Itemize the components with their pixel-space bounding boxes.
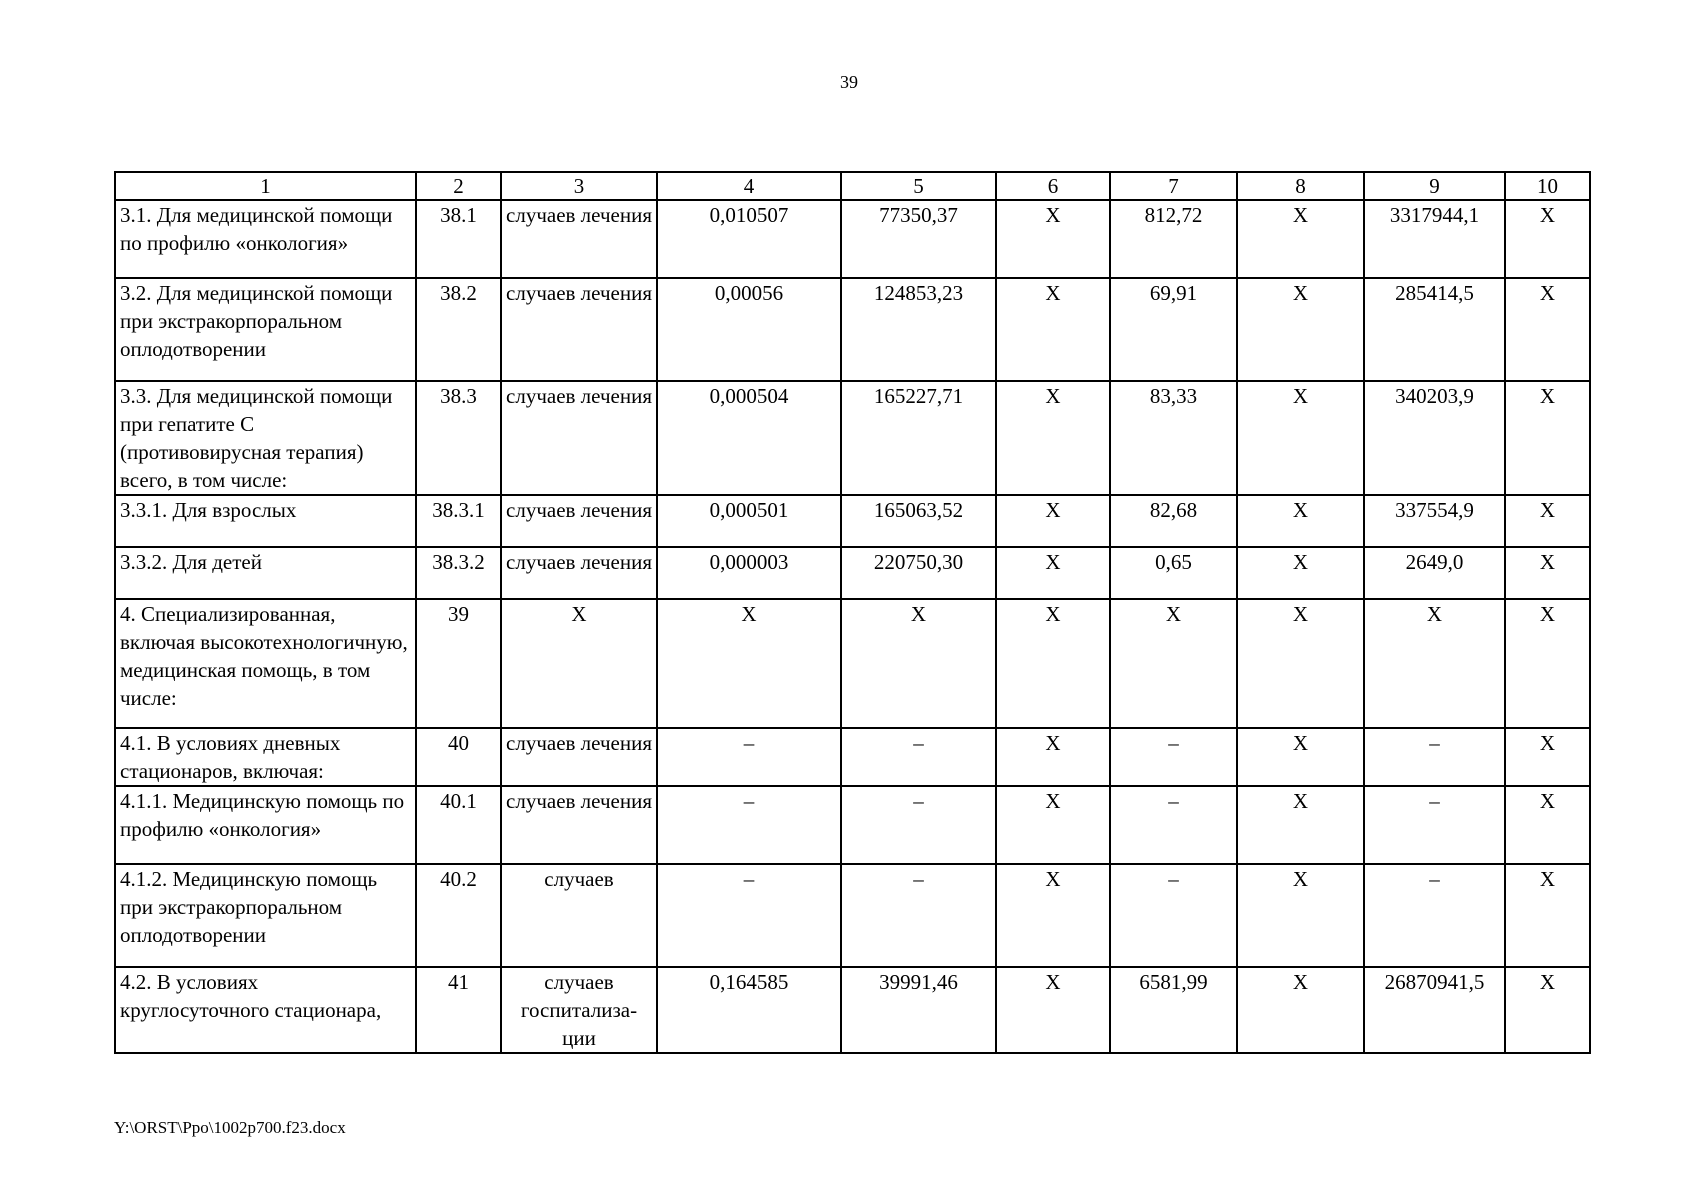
- table-cell: 0,000003: [657, 547, 841, 599]
- table-header-row: [115, 172, 1590, 200]
- table-cell: X: [841, 599, 996, 728]
- table-cell: 40.2: [416, 864, 501, 967]
- table-cell: 0,164585: [657, 967, 841, 1053]
- table-cell: –: [841, 786, 996, 864]
- table-cell: X: [1505, 381, 1590, 495]
- table-cell: случаев лечения: [501, 547, 657, 599]
- table-cell: X: [1505, 864, 1590, 967]
- table-cell: 26870941,5: [1364, 967, 1505, 1053]
- table-cell: X: [501, 599, 657, 728]
- row-label-cell: 4. Специализированная, включая высокотехнологичную, медицинская помощь, в том числе:: [115, 599, 416, 728]
- table-cell: 38.1: [416, 200, 501, 278]
- table-body: [115, 172, 1590, 1053]
- table-cell: 83,33: [1110, 381, 1237, 495]
- column-header: 6: [996, 172, 1110, 200]
- file-path-footer: Y:\ORST\Ppo\1002p700.f23.docx: [114, 1118, 346, 1137]
- table-cell: X: [1237, 495, 1364, 547]
- table-cell: –: [841, 728, 996, 786]
- table-cell: 220750,30: [841, 547, 996, 599]
- column-header: 7: [1110, 172, 1237, 200]
- table-cell: X: [1505, 200, 1590, 278]
- row-label-cell: 3.3.1. Для взрослых: [115, 495, 416, 547]
- table-cell: X: [996, 599, 1110, 728]
- column-header: 3: [501, 172, 657, 200]
- table-cell: 82,68: [1110, 495, 1237, 547]
- table-row: [115, 599, 1590, 728]
- table-cell: X: [1237, 728, 1364, 786]
- table-cell: 77350,37: [841, 200, 996, 278]
- table-cell: 0,00056: [657, 278, 841, 381]
- table-cell: 337554,9: [1364, 495, 1505, 547]
- table-cell: 3317944,1: [1364, 200, 1505, 278]
- row-label-cell: 4.1. В условиях дневных стационаров, включая:: [115, 728, 416, 786]
- table-cell: 40.1: [416, 786, 501, 864]
- table-cell: X: [1505, 547, 1590, 599]
- table-cell: 285414,5: [1364, 278, 1505, 381]
- table-cell: –: [1110, 728, 1237, 786]
- table-cell: случаев лечения: [501, 278, 657, 381]
- page-number: 39: [840, 72, 858, 92]
- table-cell: 0,65: [1110, 547, 1237, 599]
- table-cell: X: [1237, 381, 1364, 495]
- table-cell: X: [1237, 278, 1364, 381]
- table-cell: X: [1505, 495, 1590, 547]
- table-cell: 41: [416, 967, 501, 1053]
- column-header: 1: [115, 172, 416, 200]
- table-cell: –: [1110, 864, 1237, 967]
- table-row: [115, 495, 1590, 547]
- table-row: [115, 547, 1590, 599]
- table-cell: X: [996, 547, 1110, 599]
- row-label-cell: 3.1. Для медицинской помощи по профилю «онкология»: [115, 200, 416, 278]
- table-cell: 124853,23: [841, 278, 996, 381]
- table-cell: X: [1505, 728, 1590, 786]
- table-cell: случаев лечения: [501, 200, 657, 278]
- table-cell: случаев госпитализа-ции: [501, 967, 657, 1053]
- table-row: [115, 786, 1590, 864]
- table-cell: –: [1364, 786, 1505, 864]
- table-cell: X: [657, 599, 841, 728]
- row-label-cell: 4.1.2. Медицинскую помощь при экстракорпоральном оплодотворении: [115, 864, 416, 967]
- table-row: [115, 728, 1590, 786]
- table-cell: –: [1364, 864, 1505, 967]
- table-cell: 340203,9: [1364, 381, 1505, 495]
- table-row: [115, 381, 1590, 495]
- row-label-cell: 4.2. В условиях круглосуточного стационара,: [115, 967, 416, 1053]
- column-header: 8: [1237, 172, 1364, 200]
- table-cell: X: [1505, 278, 1590, 381]
- table-cell: –: [657, 786, 841, 864]
- table-cell: 38.2: [416, 278, 501, 381]
- table-cell: случаев лечения: [501, 495, 657, 547]
- table-row: [115, 200, 1590, 278]
- table-cell: –: [657, 728, 841, 786]
- table-cell: X: [1237, 864, 1364, 967]
- table-cell: 0,000504: [657, 381, 841, 495]
- row-label-cell: 3.2. Для медицинской помощи при экстракорпоральном оплодотворении: [115, 278, 416, 381]
- table-cell: случаев: [501, 864, 657, 967]
- table-cell: X: [1505, 599, 1590, 728]
- table-row: [115, 278, 1590, 381]
- table-cell: 39991,46: [841, 967, 996, 1053]
- table-cell: X: [996, 495, 1110, 547]
- table-cell: –: [841, 864, 996, 967]
- table-cell: X: [1237, 547, 1364, 599]
- table-cell: X: [996, 864, 1110, 967]
- column-header: 10: [1505, 172, 1590, 200]
- table-cell: 38.3.2: [416, 547, 501, 599]
- table-cell: случаев лечения: [501, 728, 657, 786]
- table-cell: 40: [416, 728, 501, 786]
- table-cell: X: [1110, 599, 1237, 728]
- table-row: [115, 967, 1590, 1053]
- column-header: 9: [1364, 172, 1505, 200]
- table-row: [115, 864, 1590, 967]
- table-cell: 38.3.1: [416, 495, 501, 547]
- table-cell: X: [996, 278, 1110, 381]
- table-cell: 69,91: [1110, 278, 1237, 381]
- table-cell: X: [1237, 599, 1364, 728]
- table-cell: X: [1237, 967, 1364, 1053]
- table-cell: 38.3: [416, 381, 501, 495]
- table-cell: X: [996, 381, 1110, 495]
- table-cell: X: [996, 786, 1110, 864]
- row-label-cell: 4.1.1. Медицинскую помощь по профилю «онкология»: [115, 786, 416, 864]
- column-header: 2: [416, 172, 501, 200]
- table-cell: X: [1505, 967, 1590, 1053]
- table-cell: X: [1505, 786, 1590, 864]
- table-cell: 812,72: [1110, 200, 1237, 278]
- column-header: 4: [657, 172, 841, 200]
- table-cell: X: [996, 200, 1110, 278]
- data-table: [114, 171, 1591, 1054]
- table-cell: X: [996, 967, 1110, 1053]
- table-cell: –: [1110, 786, 1237, 864]
- column-header: 5: [841, 172, 996, 200]
- table-cell: 6581,99: [1110, 967, 1237, 1053]
- table-cell: 0,000501: [657, 495, 841, 547]
- table-cell: 0,010507: [657, 200, 841, 278]
- table-cell: –: [1364, 728, 1505, 786]
- table-cell: X: [1364, 599, 1505, 728]
- table-cell: 165227,71: [841, 381, 996, 495]
- table-cell: 39: [416, 599, 501, 728]
- table-cell: 165063,52: [841, 495, 996, 547]
- table-cell: случаев лечения: [501, 786, 657, 864]
- row-label-cell: 3.3. Для медицинской помощи при гепатите C (противовирусная терапия) всего, в том числе:: [115, 381, 416, 495]
- table-cell: X: [1237, 200, 1364, 278]
- table-cell: X: [996, 728, 1110, 786]
- row-label-cell: 3.3.2. Для детей: [115, 547, 416, 599]
- table-cell: X: [1237, 786, 1364, 864]
- table-cell: случаев лечения: [501, 381, 657, 495]
- table-cell: –: [657, 864, 841, 967]
- table-cell: 2649,0: [1364, 547, 1505, 599]
